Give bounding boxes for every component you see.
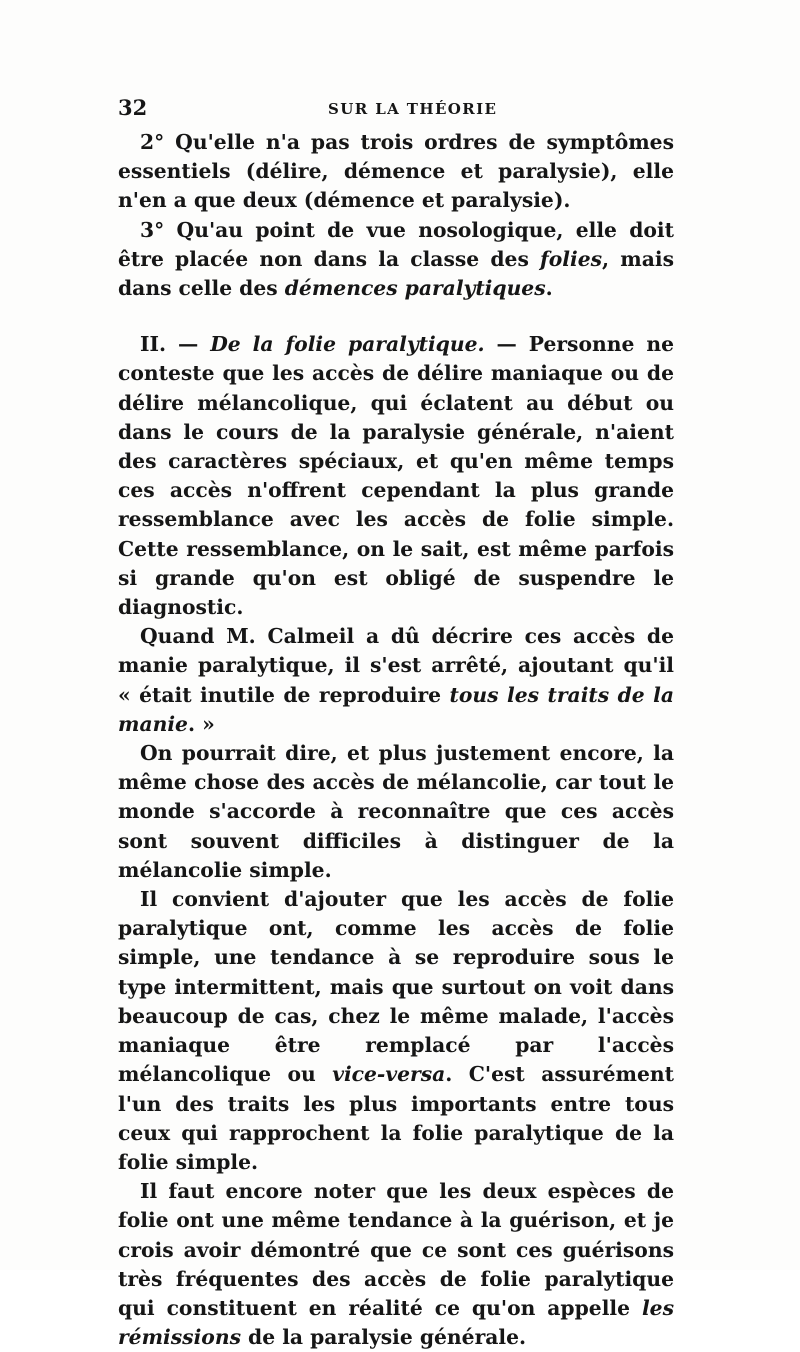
paragraph-5: On pourrait dire, et plus justement encore, la même chose des accès de mélancolie, car tout le monde s'accorde à reconnaître que ces accès sont souvent difficiles à distinguer de la mélancolie simple. xyxy=(118,741,674,882)
body-text xyxy=(118,128,674,1352)
page-number: 32 xyxy=(118,95,148,120)
running-title: SUR LA THÉORIE xyxy=(328,100,498,118)
paragraph-2: 3° Qu'au point de vue nosologique, elle doit être placée non dans la classe des folies, mais dans celle des démences paralytiques. xyxy=(118,217,674,301)
paragraph-6: Il convient d'ajouter que les accès de folie paralytique ont, comme les accès de folie simple, une tendance à se reproduire sous le type intermittent, mais que surtout on voit dans beaucoup de cas, chez le même malade, l'accès maniaque être remplacé par l'accès mélancolique ou vice-versa. C'est assurément l'un des traits les plus importants entre tous ceux qui rapprochent la folie paralytique de la folie simple. xyxy=(118,887,675,1174)
paragraph-1: 2° Qu'elle n'a pas trois ordres de symptômes essentiels (délire, démence et paralysie), elle n'en a que deux (démence et paralysie). xyxy=(118,130,674,213)
paragraph-7: Il faut encore noter que les deux espèces de folie ont une même tendance à la guérison, et je crois avoir démontré que ce sont ces guérisons très fréquentes des accès de folie paralytique qui constituent en réalité ce qu'on appelle les rémissions de la paralysie générale. xyxy=(118,1179,674,1350)
paragraph-4: Quand M. Calmeil a dû décrire ces accès de manie paralytique, il s'est arrêté, ajoutant qu'il « était inutile de reproduire tous les traits de la manie. » xyxy=(118,624,674,736)
paragraph-3: II. — De la folie paralytique. — Personne ne conteste que les accès de délire maniaque ou de délire mélancolique, qui éclatent au début ou dans le cours de la paralysie générale, n'aient des caractères spéciaux, et qu'en même temps ces accès n'offrent cependant la plus grande ressemblance avec les accès de folie simple. Cette ressemblance, on le sait, est même parfois si grande qu'on est obligé de suspendre le diagnostic. xyxy=(118,332,674,620)
running-head xyxy=(118,94,678,122)
